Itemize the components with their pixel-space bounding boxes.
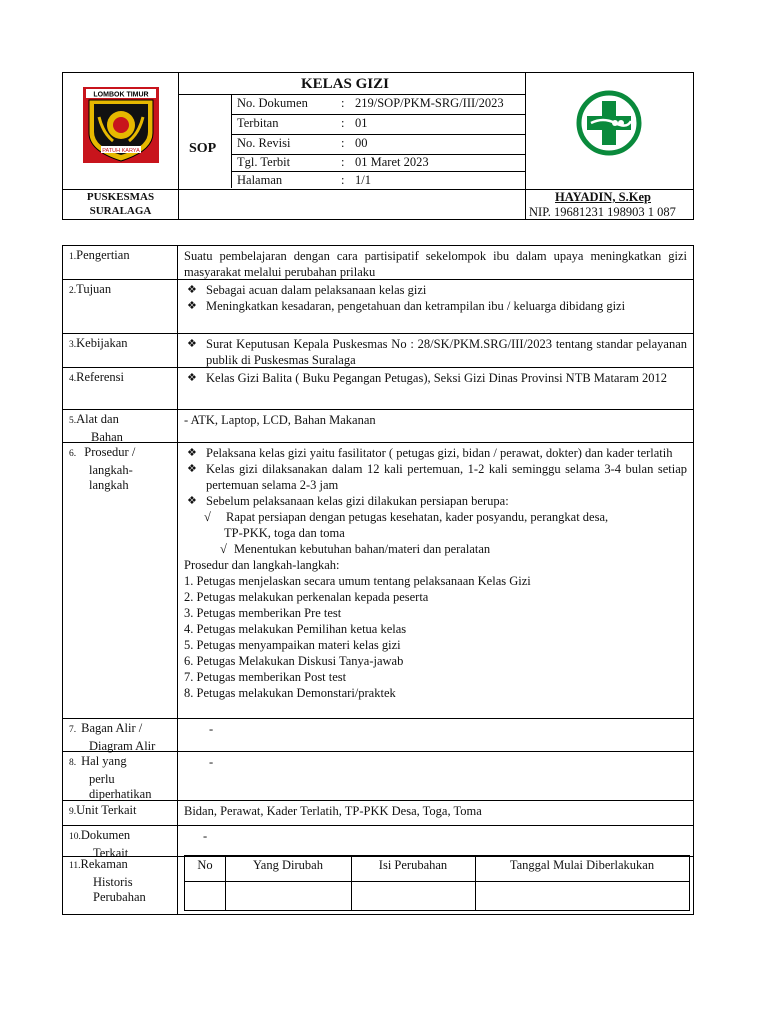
field-value: 01 Maret 2023	[355, 155, 429, 169]
field-value: 219/SOP/PKM-SRG/III/2023	[355, 96, 504, 110]
field-value: 01	[355, 116, 368, 130]
history-header-content: Isi Perubahan	[378, 858, 448, 872]
document-title: KELAS GIZI	[301, 76, 389, 92]
divider	[231, 94, 232, 188]
step-item: 6. Petugas Melakukan Diskusi Tanya-jawab	[184, 654, 404, 668]
step-item: 2. Petugas melakukan perkenalan kepada peserta	[184, 590, 429, 604]
puskesmas-logo	[571, 87, 647, 159]
section-dokumen-terkait	[63, 825, 693, 860]
logo-bottom-text: PATUH KARYA	[102, 148, 140, 154]
section-number: 4.	[69, 374, 77, 384]
checkmark-icon: √	[220, 542, 227, 556]
list-item: ❖ Sebagai acuan dalam pelaksanaan kelas gizi	[187, 283, 427, 297]
sop-content-table	[62, 245, 694, 915]
list-item: ❖ Kelas gizi dilaksanakan dalam 12 kali pertemuan, 1-2 kali seminggu selama 3-4 bulan setiap pertemuan selama 2-3 jam	[187, 462, 687, 492]
divider	[178, 94, 525, 95]
section-label: Dokumen	[80, 828, 131, 842]
section-label: Rekaman	[80, 857, 128, 871]
section-bagan-alir	[63, 718, 693, 751]
field-sep: :	[341, 173, 345, 187]
divider	[231, 134, 525, 135]
section-number: 10.	[69, 832, 81, 842]
org-name-line2: SURALAGA	[89, 205, 152, 217]
section-unit-terkait	[63, 800, 693, 825]
org-name-line1: PUSKESMAS	[86, 191, 155, 203]
list-item: √ Menentukan kebutuhan bahan/materi dan peralatan	[220, 542, 491, 556]
list-item: ❖ Meningkatkan kesadaran, pengetahuan dan ketrampilan ibu / keluarga dibidang gizi	[187, 299, 626, 313]
history-header-no: No	[197, 858, 213, 872]
section-referensi	[63, 367, 693, 409]
field-sep: :	[341, 116, 345, 130]
section-label: Perubahan	[93, 890, 146, 904]
diamond-bullet-icon: ❖	[187, 495, 197, 507]
section-label: Tujuan	[76, 282, 112, 296]
section-number: 6.	[69, 449, 77, 459]
step-item: 8. Petugas melakukan Demonstari/praktek	[184, 686, 396, 700]
document-header	[62, 72, 694, 220]
step-item: 5. Petugas menyampaikan materi kelas gizi	[184, 638, 401, 652]
section-kebijakan	[63, 333, 693, 367]
section-text: -	[209, 722, 214, 736]
section-number: 5.	[69, 416, 77, 426]
history-table	[184, 855, 690, 911]
section-label: Hal yang	[81, 754, 127, 768]
diamond-bullet-icon: ❖	[187, 463, 197, 475]
field-sep: :	[341, 136, 345, 150]
section-text: Bidan, Perawat, Kader Terlatih, TP-PKK Desa, Toga, Toma	[184, 804, 482, 818]
list-item: ❖ Surat Keputusan Kepala Puskesmas No : 28/SK/PKM.SRG/III/2023 tentang standar pelayanan publik di Puskesmas Suralaga	[187, 337, 687, 367]
lombok-timur-logo	[83, 87, 159, 163]
section-text: Suatu pembelajaran dengan cara partisipatif sekelompok ibu dalam upaya meningkatkan gizi masyarakat melalui perubahan prilaku	[184, 249, 687, 279]
section-number: 11.	[69, 861, 81, 871]
field-label: Terbitan	[237, 116, 279, 130]
step-item: 3. Petugas memberikan Pre test	[184, 606, 342, 620]
section-hal-diperhatikan	[63, 751, 693, 800]
section-label: langkah	[89, 478, 129, 492]
field-sep: :	[341, 96, 345, 110]
field-label: Halaman	[237, 173, 283, 187]
section-alat-bahan	[63, 409, 693, 442]
section-label: Pengertian	[76, 248, 130, 262]
section-number: 8.	[69, 758, 77, 768]
section-label: Bagan Alir /	[81, 721, 143, 735]
field-label: No. Dokumen	[237, 96, 308, 110]
section-pengertian	[63, 246, 693, 279]
section-number: 1.	[69, 252, 77, 262]
section-rekaman-historis	[63, 856, 693, 914]
field-value: 00	[355, 136, 368, 150]
section-label: Alat dan	[76, 412, 119, 426]
section-number: 9.	[69, 807, 77, 817]
section-text: -	[203, 829, 208, 843]
signer-name: HAYADIN, S.Kep	[555, 190, 651, 204]
field-sep: :	[341, 155, 345, 169]
field-label: Tgl. Terbit	[237, 155, 291, 169]
section-label: Bahan	[91, 429, 123, 444]
list-item: ❖ Kelas Gizi Balita ( Buku Pegangan Petugas), Seksi Gizi Dinas Provinsi NTB Mataram 2012	[187, 371, 668, 385]
step-item: 4. Petugas melakukan Pemilihan ketua kelas	[184, 622, 407, 636]
section-label: Kebijakan	[76, 336, 128, 350]
sop-label: SOP	[189, 141, 217, 156]
steps-title: Prosedur dan langkah-langkah:	[184, 558, 340, 572]
section-label: langkah-	[89, 462, 133, 477]
list-item-continuation: TP-PKK, toga dan toma	[224, 526, 345, 540]
logo-top-text: LOMBOK TIMUR	[93, 91, 149, 99]
field-label: No. Revisi	[237, 136, 291, 150]
list-item: ❖ Sebelum pelaksanaan kelas gizi dilakukan persiapan berupa:	[187, 494, 509, 508]
section-label: Prosedur /	[84, 445, 136, 459]
section-prosedur	[63, 442, 693, 718]
section-label: Historis	[93, 874, 133, 889]
section-text: - ATK, Laptop, LCD, Bahan Makanan	[184, 413, 376, 427]
signer-nip: NIP. 19681231 198903 1 087	[529, 205, 676, 219]
section-label: Diagram Alir	[89, 738, 156, 753]
divider	[525, 73, 526, 219]
section-text: -	[209, 755, 214, 769]
checkmark-icon: √	[204, 510, 211, 524]
section-label: Terkait	[93, 845, 129, 860]
section-number: 3.	[69, 340, 77, 350]
section-tujuan	[63, 279, 693, 333]
divider	[231, 171, 525, 172]
diamond-bullet-icon: ❖	[187, 300, 197, 312]
history-header-date: Tanggal Mulai Diberlakukan	[509, 858, 655, 872]
list-item: √ Rapat persiapan dengan petugas kesehatan, kader posyandu, perangkat desa,	[204, 510, 609, 524]
diamond-bullet-icon: ❖	[187, 338, 197, 350]
step-item: 7. Petugas memberikan Post test	[184, 670, 347, 684]
diamond-bullet-icon: ❖	[187, 447, 197, 459]
section-label: perlu	[89, 771, 115, 786]
section-number: 7.	[69, 725, 77, 735]
section-label: Unit Terkait	[76, 803, 137, 817]
section-label: diperhatikan	[89, 787, 152, 801]
field-value: 1/1	[355, 173, 371, 187]
diamond-bullet-icon: ❖	[187, 284, 197, 296]
step-item: 1. Petugas menjelaskan secara umum tentang pelaksanaan Kelas Gizi	[184, 574, 531, 588]
divider	[231, 114, 525, 115]
section-label: Referensi	[76, 370, 125, 384]
diamond-bullet-icon: ❖	[187, 372, 197, 384]
section-number: 2.	[69, 286, 77, 296]
history-header-changed: Yang Dirubah	[253, 858, 323, 872]
list-item: ❖ Pelaksana kelas gizi yaitu fasilitator ( petugas gizi, bidan / perawat, dokter) dan kader terlatih	[187, 446, 673, 460]
